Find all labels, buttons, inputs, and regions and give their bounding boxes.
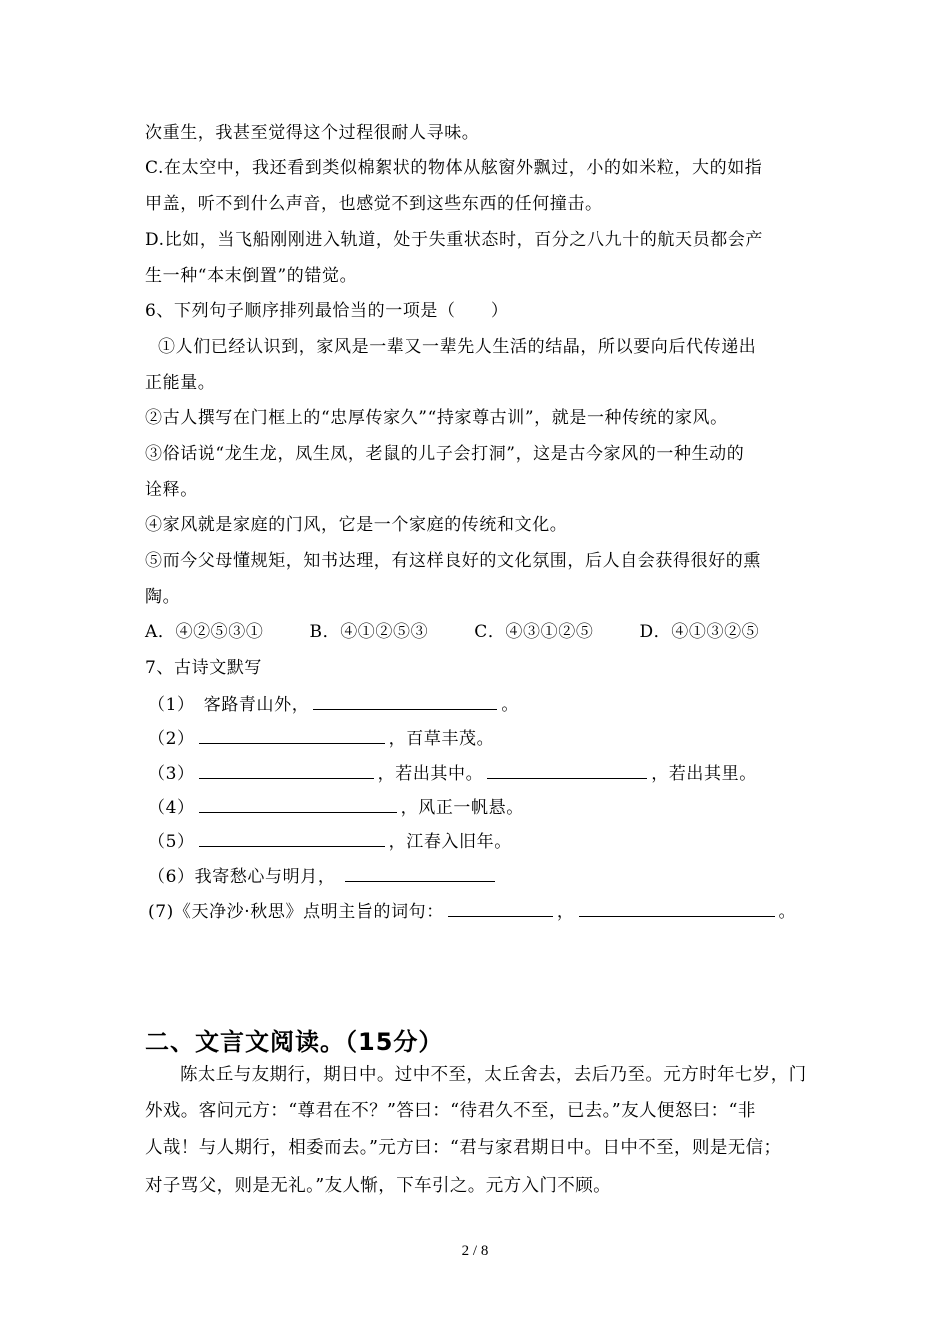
q7-item-7-mid: ，: [556, 902, 575, 922]
q7-item-4: [148, 794, 818, 820]
q7-item-6: [148, 863, 818, 889]
q6-sentence-1-cont: 正能量。: [145, 373, 216, 393]
q7-item-1-label: （1） 客路青山外，: [148, 695, 310, 715]
q6-option-d[interactable]: D．④①③②⑤: [639, 622, 760, 642]
option-c-text: C.在太空中，我还看到类似棉絮状的物体从舷窗外飘过，小的如米粒，大的如指: [145, 158, 763, 178]
q7-item-5-suffix: ，江春入旧年。: [388, 832, 512, 852]
answer-blank[interactable]: [448, 898, 553, 917]
q7-item-1: [148, 691, 818, 717]
q6-option-c[interactable]: C．④③①②⑤: [474, 622, 594, 642]
passage-line-1: 陈太丘与友期行，期日中。过中不至，太丘舍去，去后乃至。元方时年七岁，门: [180, 1065, 807, 1085]
q6-sentence-5: ⑤而今父母懂规矩，知书达理，有这样良好的文化氛围，后人自会获得很好的熏: [145, 551, 761, 571]
q6-sentence-4: ④家风就是家庭的门风，它是一个家庭的传统和文化。: [145, 515, 568, 535]
answer-blank[interactable]: [579, 898, 775, 917]
q7-item-3: [148, 760, 818, 786]
q6-sentence-3-cont: 诠释。: [145, 480, 198, 500]
q7-item-1-suffix: 。: [501, 695, 519, 715]
question-7-stem: 7、古诗文默写: [145, 658, 263, 678]
q7-item-2: [148, 725, 818, 751]
answer-blank[interactable]: [199, 760, 374, 779]
answer-blank[interactable]: [487, 760, 647, 779]
q7-item-7-label: (7)《天净沙·秋思》点明主旨的词句：: [148, 902, 444, 922]
q6-option-b[interactable]: B．④①②⑤③: [309, 622, 429, 642]
answer-blank[interactable]: [199, 725, 385, 744]
q7-item-5: [148, 828, 818, 854]
page-number: 2 / 8: [461, 1243, 489, 1259]
passage-line-3: 人哉！与人期行，相委而去。”元方曰：“君与家君期日中。日中不至，则是无信；: [145, 1138, 782, 1158]
section-2-heading: 二、文言文阅读。（15分）: [145, 1028, 444, 1056]
question-6-stem: 6、下列句子顺序排列最恰当的一项是（ ）: [145, 301, 509, 321]
q7-item-3-label: （3）: [148, 764, 195, 784]
option-d-text-cont: 生一种“本末倒置”的错觉。: [145, 266, 358, 286]
option-d-text: D.比如，当飞船刚刚进入轨道，处于失重状态时，百分之八九十的航天员都会产: [145, 230, 764, 250]
q7-item-4-label: （4）: [148, 798, 195, 818]
q7-item-2-suffix: ，百草丰茂。: [388, 729, 495, 749]
q7-item-6-label: （6）我寄愁心与明月，: [148, 867, 336, 887]
q6-sentence-2: ②古人撰写在门框上的“忠厚传家久”“持家尊古训”，就是一种传统的家风。: [145, 408, 728, 428]
q6-option-a[interactable]: A．④②⑤③①: [145, 622, 264, 642]
answer-blank[interactable]: [199, 794, 397, 813]
q6-sentence-1: ①人们已经认识到，家风是一辈又一辈先人生活的结晶，所以要向后代传递出: [158, 337, 757, 357]
q6-options: [145, 620, 815, 644]
answer-blank[interactable]: [199, 828, 385, 847]
q6-sentence-3: ③俗话说“龙生龙，凤生凤，老鼠的儿子会打洞”，这是古今家风的一种生动的: [145, 444, 745, 464]
q7-item-7: [148, 898, 818, 924]
q7-item-5-label: （5）: [148, 832, 195, 852]
q7-item-3-mid: ，若出其中。: [377, 764, 484, 784]
passage-line-4: 对子骂父，则是无礼。”友人惭，下车引之。元方入门不顾。: [145, 1176, 611, 1196]
text-line: 次重生，我甚至觉得这个过程很耐人寻味。: [145, 123, 480, 143]
q7-item-3-suffix: ，若出其里。: [651, 764, 757, 784]
q7-item-2-label: （2）: [148, 729, 195, 749]
q7-item-7-suffix: 。: [778, 902, 797, 922]
passage-line-2: 外戏。客问元方：“尊君在不？”答曰：“待君久不至，已去。”友人便怒曰：“非: [145, 1101, 756, 1121]
q6-sentence-5-cont: 陶。: [145, 587, 181, 607]
option-c-text-cont: 甲盖，听不到什么声音，也感觉不到这些东西的任何撞击。: [145, 194, 603, 214]
answer-blank[interactable]: [345, 863, 495, 882]
q7-item-4-suffix: ，风正一帆悬。: [400, 798, 524, 818]
answer-blank[interactable]: [313, 691, 497, 710]
